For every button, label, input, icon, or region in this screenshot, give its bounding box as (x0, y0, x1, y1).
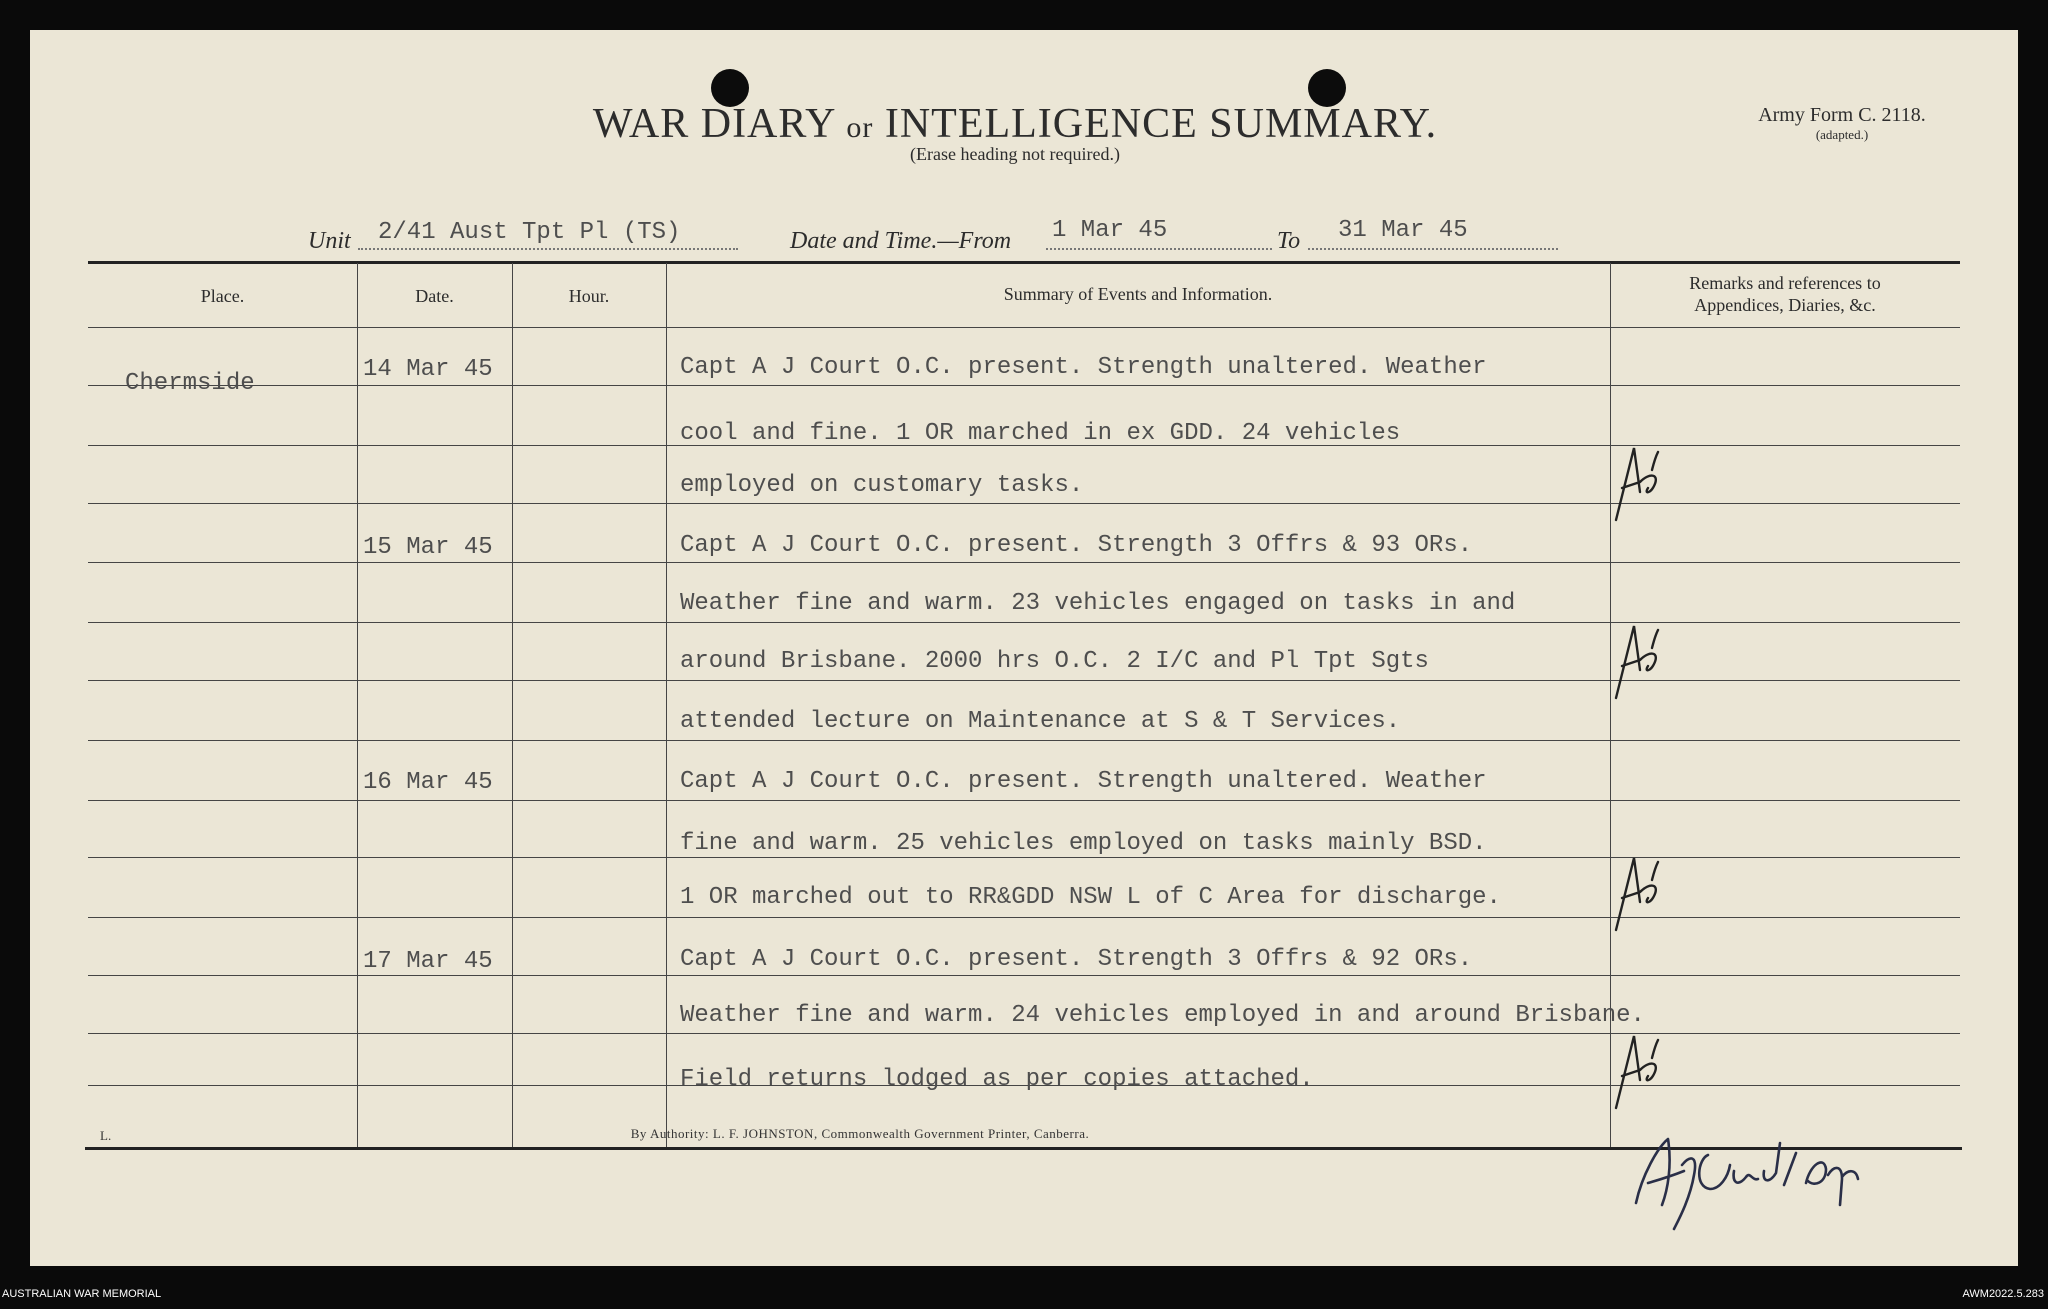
date-cell: 14 Mar 45 (363, 356, 493, 383)
signature (1628, 1125, 1868, 1235)
row-rule (88, 917, 1960, 918)
row-rule (88, 562, 1960, 563)
printer-authority: By Authority: L. F. JOHNSTON, Commonwealth Government Printer, Canberra. (630, 1126, 1090, 1141)
header-rule (88, 327, 1960, 328)
row-rule (88, 622, 1960, 623)
date-cell: 17 Mar 45 (363, 948, 493, 975)
form-title (590, 100, 1440, 148)
initials-mark (1610, 620, 1664, 702)
remarks-header-line2: Appendices, Diaries, &c. (1694, 295, 1876, 315)
summary-line: attended lecture on Maintenance at S & T Services. (680, 708, 1401, 735)
col-header-place: Place. (200, 286, 245, 306)
summary-line: Capt A J Court O.C. present. Strength unaltered. Weather (680, 768, 1487, 795)
row-rule (88, 385, 1960, 386)
col-header-date: Date. (415, 286, 454, 306)
summary-line: around Brisbane. 2000 hrs O.C. 2 I/C and Pl Tpt Sgts (680, 648, 1429, 675)
form-subtitle: (Erase heading not required.) (910, 144, 1120, 164)
row-rule (88, 800, 1960, 801)
row-rule (88, 857, 1960, 858)
footer-mark: L. (100, 1128, 112, 1143)
to-dotted-line (1308, 248, 1558, 250)
date-label: Date and Time.—From (790, 228, 1012, 254)
summary-line: Weather fine and warm. 24 vehicles employed in and around Brisbane. (680, 1002, 1645, 1029)
col-divider (666, 263, 667, 1147)
table-top-rule (88, 261, 1960, 264)
summary-line: Capt A J Court O.C. present. Strength unaltered. Weather (680, 354, 1487, 381)
title-or: or (846, 111, 874, 144)
summary-line: fine and warm. 25 vehicles employed on tasks mainly BSD. (680, 830, 1487, 857)
col-divider (512, 263, 513, 1147)
summary-line: Field returns lodged as per copies attached. (680, 1066, 1314, 1093)
col-header-summary: Summary of Events and Information. (1003, 284, 1273, 304)
to-label: To (1277, 228, 1301, 254)
form-number (1712, 104, 1972, 143)
remarks-header-line1: Remarks and references to (1689, 273, 1881, 293)
to-date-value: 31 Mar 45 (1338, 217, 1468, 244)
col-divider (357, 263, 358, 1147)
initials-mark (1610, 1030, 1664, 1112)
form-number-text: Army Form C. 2118. (1758, 104, 1926, 126)
col-header-remarks (1610, 272, 1960, 316)
initials-mark (1610, 442, 1664, 524)
summary-line: 1 OR marched out to RR&GDD NSW L of C Area for discharge. (680, 884, 1501, 911)
summary-line: Capt A J Court O.C. present. Strength 3 Offrs & 93 ORs. (680, 532, 1473, 559)
archive-caption: AUSTRALIAN WAR MEMORIAL (2, 1288, 162, 1300)
summary-line: Weather fine and warm. 23 vehicles engaged on tasks in and (680, 590, 1516, 617)
unit-label: Unit (308, 228, 351, 254)
unit-value: 2/41 Aust Tpt Pl (TS) (378, 219, 681, 246)
row-rule (88, 680, 1960, 681)
unit-dotted-line (358, 248, 738, 250)
title-intelligence-summary: INTELLIGENCE SUMMARY. (884, 101, 1438, 147)
title-war-diary: WAR DIARY (592, 101, 835, 147)
initials-mark (1610, 852, 1664, 934)
col-header-hour: Hour. (568, 286, 610, 306)
form-number-sub: (adapted.) (1815, 127, 1869, 142)
row-rule (88, 503, 1960, 504)
row-rule (88, 975, 1960, 976)
place-cell: Chermside (125, 370, 255, 397)
from-dotted-line (1046, 248, 1272, 250)
summary-line: employed on customary tasks. (680, 472, 1084, 499)
summary-line: Capt A J Court O.C. present. Strength 3 Offrs & 92 ORs. (680, 946, 1473, 973)
summary-line: cool and fine. 1 OR marched in ex GDD. 24 vehicles (680, 420, 1401, 447)
date-cell: 16 Mar 45 (363, 769, 493, 796)
row-rule (88, 740, 1960, 741)
accession-number: AWM2022.5.283 (1962, 1288, 2044, 1300)
date-cell: 15 Mar 45 (363, 534, 493, 561)
row-rule (88, 1033, 1960, 1034)
from-date-value: 1 Mar 45 (1052, 217, 1168, 244)
